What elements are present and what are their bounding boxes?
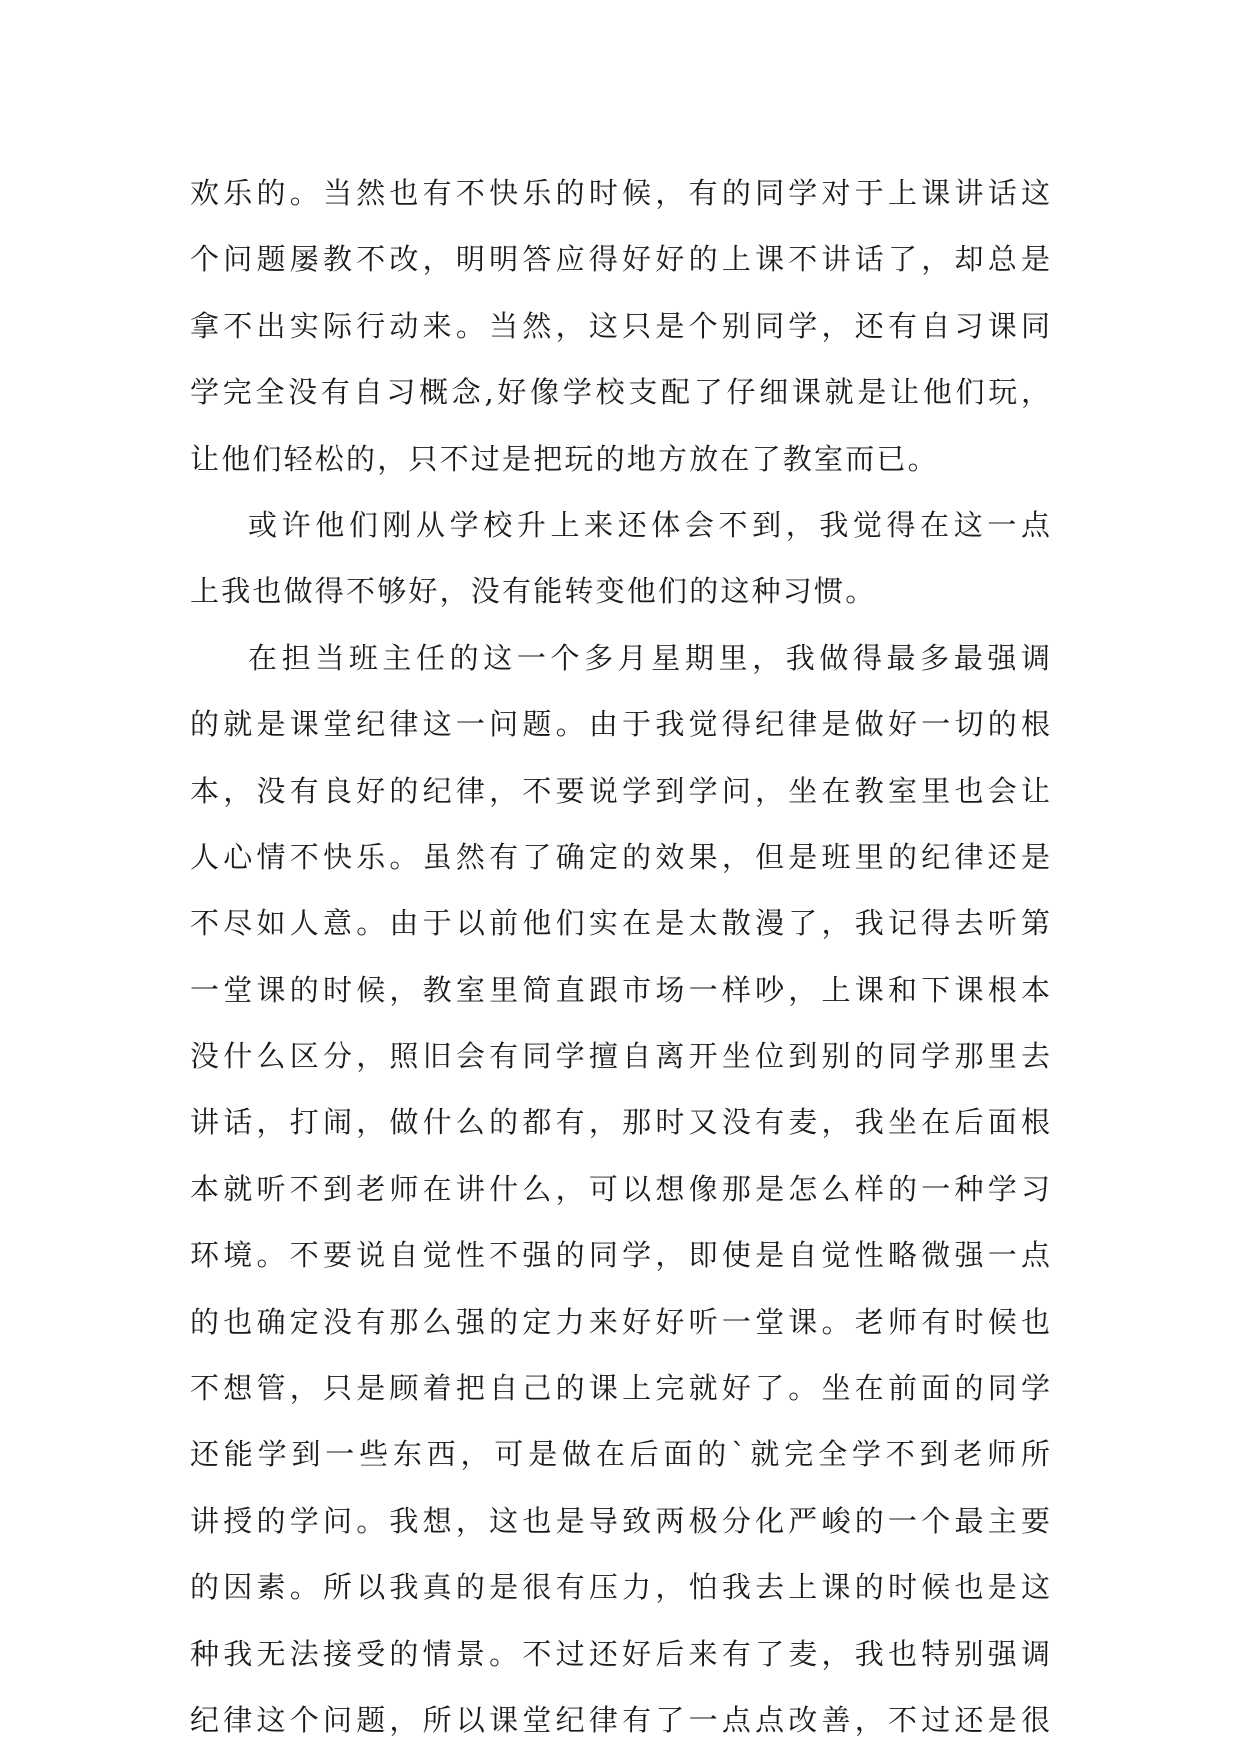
text-line: 的因素。所以我真的是很有压力，怕我去上课的时候也是这 (190, 1570, 1050, 1605)
text-line: 的也确定没有那么强的定力来好好听一堂课。老师有时候也 (190, 1304, 1050, 1339)
text-line: 让他们轻松的，只不过是把玩的地方放在了教室而已。 (190, 441, 939, 476)
text-line: 上我也做得不够好，没有能转变他们的这种习惯。 (190, 574, 877, 609)
text-line: 一堂课的时候，教室里简直跟市场一样吵，上课和下课根本 (190, 972, 1050, 1007)
text-line: 纪律这个问题，所以课堂纪律有了一点点改善，不过还是很 (190, 1702, 1050, 1737)
text-line: 不尽如人意。由于以前他们实在是太散漫了，我记得去听第 (190, 906, 1050, 941)
text-line: 本就听不到老师在讲什么，可以想像那是怎么样的一种学习 (190, 1171, 1050, 1206)
text-line: 没什么区分，照旧会有同学擅自离开坐位到别的同学那里去 (190, 1039, 1050, 1074)
text-line: 本，没有良好的纪律，不要说学到学问，坐在教室里也会让 (190, 773, 1050, 808)
text-line: 种我无法接受的情景。不过还好后来有了麦，我也特别强调 (190, 1636, 1050, 1671)
text-line: 学完全没有自习概念,好像学校支配了仔细课就是让他们玩， (190, 375, 1050, 410)
text-line: 还能学到一些东西，可是做在后面的`就完全学不到老师所 (190, 1437, 1050, 1472)
text-line: 环境。不要说自觉性不强的同学，即使是自觉性略微强一点 (190, 1238, 1050, 1273)
text-line: 不想管，只是顾着把自己的课上完就好了。坐在前面的同学 (190, 1371, 1050, 1406)
body-text (190, 160, 1050, 1753)
text-line: 的就是课堂纪律这一问题。由于我觉得纪律是做好一切的根 (190, 707, 1050, 742)
text-line: 讲话，打闹，做什么的都有，那时又没有麦，我坐在后面根 (190, 1105, 1050, 1140)
text-line: 个问题屡教不改，明明答应得好好的上课不讲话了，却总是 (190, 242, 1050, 277)
text-line: 讲授的学问。我想，这也是导致两极分化严峻的一个最主要 (190, 1503, 1050, 1538)
text-line: 或许他们刚从学校升上来还体会不到，我觉得在这一点 (248, 507, 1050, 542)
text-line: 人心情不快乐。虽然有了确定的效果，但是班里的纪律还是 (190, 839, 1050, 874)
text-line: 欢乐的。当然也有不快乐的时候，有的同学对于上课讲话这 (190, 176, 1050, 210)
text-line: 拿不出实际行动来。当然，这只是个别同学，还有自习课同 (190, 308, 1050, 343)
text-line: 在担当班主任的这一个多月星期里，我做得最多最强调 (248, 640, 1050, 675)
